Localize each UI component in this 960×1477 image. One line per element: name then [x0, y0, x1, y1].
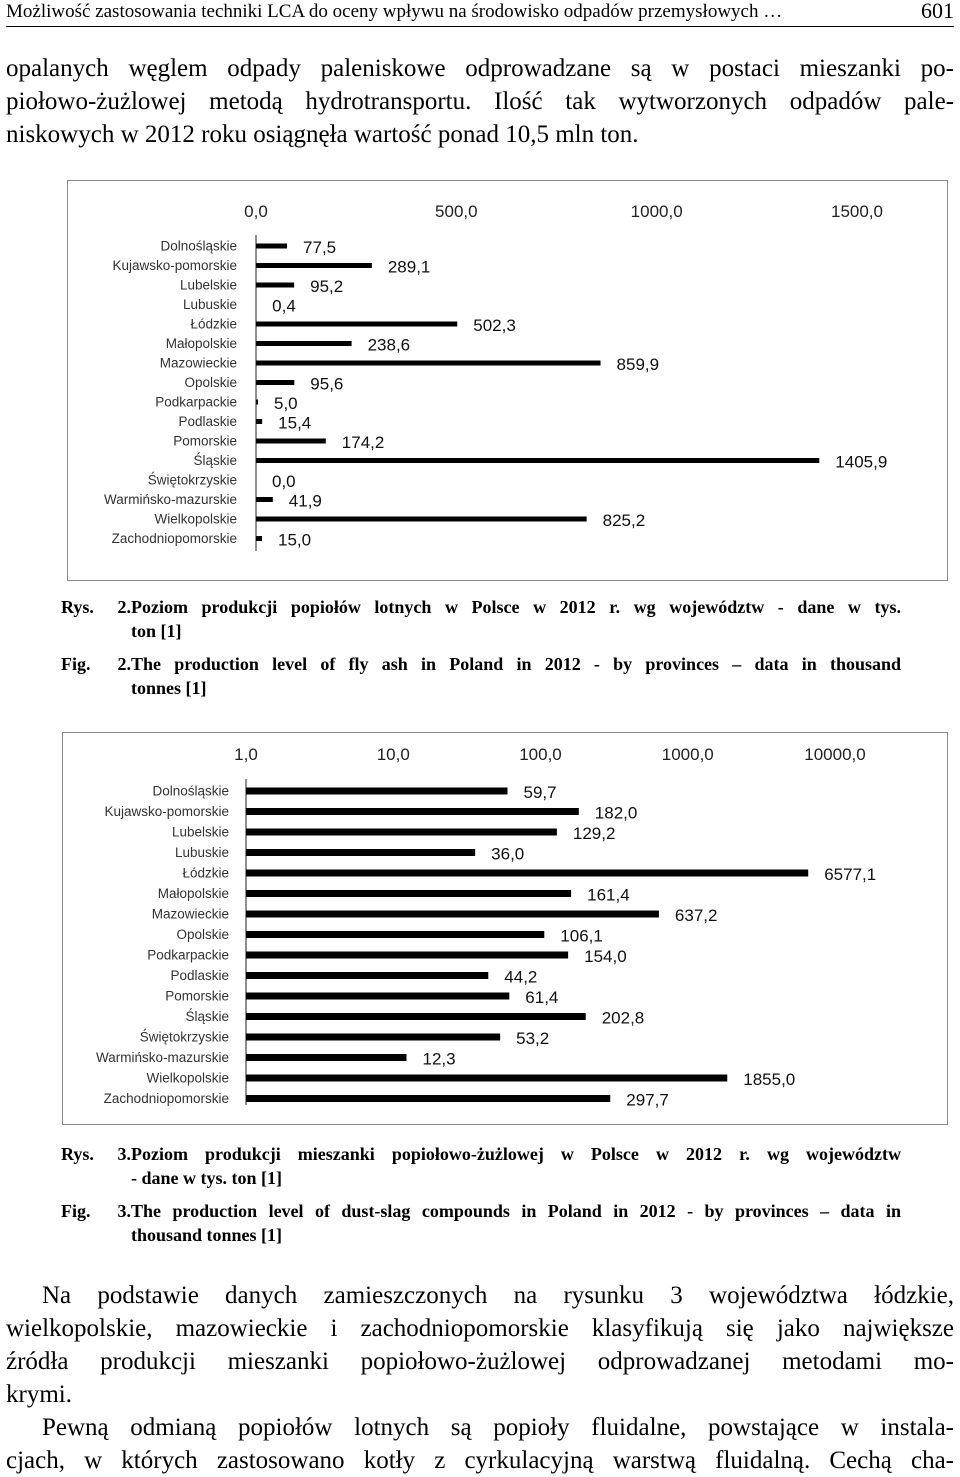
intro-paragraph — [6, 52, 954, 151]
page-number: 601 — [921, 0, 954, 23]
bar — [256, 380, 294, 385]
bar — [256, 361, 601, 366]
text-line: cjach, w których zastosowano kotły z cyrkulacyjną warstwą fluidalną. Cechą cha- — [6, 1447, 954, 1474]
body-paragraph-1 — [6, 1279, 954, 1411]
text-line: opalanych węglem odpady paleniskowe odprowadzane są w postaci mieszanki po- — [6, 55, 954, 82]
category-label: Świętokrzyskie — [139, 1029, 229, 1045]
value-label: 825,2 — [602, 511, 646, 530]
category-label: Lubuskie — [174, 845, 229, 860]
value-label: 129,2 — [572, 824, 616, 843]
text-line: źródła produkcji mieszanki popiołowo-żużlowej odprowadzanej metodami mo- — [6, 1348, 954, 1375]
tick-label: 10,0 — [376, 745, 410, 764]
bar — [246, 972, 488, 979]
caption-label: Fig. 3. — [61, 1201, 131, 1221]
bar — [256, 439, 326, 444]
value-label: 182,0 — [594, 803, 638, 823]
bar — [246, 870, 808, 877]
category-label: Wielkopolskie — [146, 1070, 229, 1086]
tick-label: 10000,0 — [804, 745, 866, 764]
value-label: 859,9 — [616, 355, 660, 374]
figure-3-caption-pl — [61, 1142, 901, 1190]
category-label: Świętokrzyskie — [147, 472, 237, 488]
dust-slag-chart-svg — [63, 733, 947, 1124]
tick-label: 100,0 — [519, 745, 562, 764]
category-label: Opolskie — [176, 927, 229, 942]
bar — [246, 993, 509, 1000]
bar — [256, 322, 457, 327]
caption-text: Poziom produkcji mieszanki popiołowo-żużlowej w Polsce w 2012 r. wg województw — [131, 1144, 901, 1164]
category-label: Opolskie — [184, 375, 237, 390]
caption-text: thousand tonnes [1] — [131, 1225, 283, 1245]
caption-text: ton [1] — [131, 621, 182, 641]
text-line: krymi. — [6, 1381, 72, 1408]
category-label: Warmińsko-mazurskie — [103, 492, 237, 507]
text-line: Pewną odmianą popiołów lotnych są popioły fluidalne, powstające w instala- — [42, 1414, 954, 1441]
caption-label: Fig. 2. — [61, 654, 131, 674]
figure-3-caption-en — [61, 1199, 901, 1247]
bar — [256, 400, 258, 405]
tick-label: 1000,0 — [661, 745, 714, 764]
value-label: 0,4 — [272, 296, 296, 316]
category-label: Pomorskie — [173, 433, 237, 449]
category-label: Łódzkie — [182, 865, 229, 881]
tick-label: 500,0 — [435, 202, 478, 221]
category-label: Śląskie — [193, 453, 237, 468]
value-label: 1405,9 — [835, 452, 888, 472]
body-paragraph-2 — [6, 1411, 954, 1477]
category-label: Podlaskie — [178, 414, 237, 429]
fly-ash-chart — [67, 180, 948, 581]
caption-label: Rys. 2. — [61, 597, 131, 617]
value-label: 6577,1 — [824, 865, 877, 884]
running-title: Możliwość zastosowania techniki LCA do oceny wpływu na środowisko odpadów przemysłowych … — [6, 1, 783, 22]
value-label: 61,4 — [525, 988, 559, 1007]
category-label: Małopolskie — [157, 886, 229, 901]
value-label: 41,9 — [288, 491, 322, 511]
caption-text: tonnes [1] — [131, 678, 207, 698]
value-label: 0,0 — [272, 472, 296, 491]
value-label: 59,7 — [523, 783, 557, 802]
bar — [256, 458, 819, 463]
running-head — [6, 0, 954, 27]
bar — [256, 517, 587, 522]
value-label: 502,3 — [473, 316, 516, 335]
value-label: 154,0 — [584, 947, 627, 966]
bar — [246, 829, 557, 836]
value-label: 95,2 — [310, 277, 344, 296]
caption-text: The production level of dust-slag compounds in Poland in 2012 - by provinces – data in — [131, 1201, 901, 1221]
value-label: 161,4 — [587, 885, 630, 905]
category-label: Kujawsko-pomorskie — [112, 258, 237, 273]
tick-label: 1,0 — [234, 745, 258, 764]
category-label: Warmińsko-mazurskie — [95, 1050, 229, 1065]
category-label: Śląskie — [185, 1009, 229, 1024]
bar — [246, 931, 544, 938]
category-label: Dolnośląskie — [152, 783, 229, 799]
value-label: 289,1 — [387, 257, 431, 277]
bar — [246, 1075, 727, 1082]
text-line: wielkopolskie, mazowieckie i zachodniopomorskie klasyfikują się jako największe — [6, 1315, 954, 1342]
value-label: 1855,0 — [743, 1070, 796, 1089]
bar — [246, 1034, 500, 1041]
value-label: 95,6 — [310, 374, 344, 394]
value-label: 202,8 — [601, 1008, 645, 1028]
bar — [256, 244, 287, 249]
category-label: Mazowieckie — [151, 906, 229, 922]
bar — [256, 341, 352, 346]
bar — [246, 1095, 610, 1102]
category-label: Lubelskie — [171, 824, 229, 840]
value-label: 174,2 — [341, 433, 385, 452]
bar — [256, 263, 372, 268]
category-label: Zachodniopomorskie — [103, 1091, 229, 1106]
bar — [256, 497, 273, 502]
category-label: Łódzkie — [190, 316, 237, 332]
value-label: 36,0 — [491, 844, 525, 864]
figure-2-caption-pl — [61, 595, 901, 643]
figure-2-caption-en — [61, 652, 901, 700]
category-label: Pomorskie — [165, 988, 229, 1004]
value-label: 5,0 — [274, 394, 298, 413]
category-label: Lubelskie — [179, 277, 237, 293]
category-label: Lubuskie — [182, 297, 237, 312]
value-label: 297,7 — [626, 1090, 669, 1110]
tick-label: 0,0 — [244, 202, 268, 221]
bar — [246, 788, 508, 795]
value-label: 15,0 — [278, 530, 312, 550]
bar — [256, 283, 294, 288]
category-label: Dolnośląskie — [160, 238, 237, 254]
bar — [246, 1054, 406, 1061]
caption-text: - dane w tys. ton [1] — [131, 1168, 282, 1188]
bar — [246, 911, 659, 918]
value-label: 77,5 — [303, 238, 337, 257]
bar — [256, 536, 262, 541]
category-label: Podkarpackie — [147, 947, 229, 963]
bar — [246, 952, 568, 959]
value-label: 15,4 — [278, 413, 312, 433]
tick-label: 1500,0 — [831, 202, 883, 221]
caption-label: Rys. 3. — [61, 1144, 131, 1164]
value-label: 44,2 — [504, 967, 538, 987]
bar — [256, 419, 262, 424]
category-label: Kujawsko-pomorskie — [104, 804, 229, 819]
value-label: 12,3 — [422, 1049, 456, 1069]
bar — [246, 1013, 586, 1020]
tick-label: 1000,0 — [630, 202, 683, 221]
category-label: Podkarpackie — [155, 394, 237, 410]
caption-text: Poziom produkcji popiołów lotnych w Polsce w 2012 r. wg województw - dane w tys. — [131, 597, 901, 617]
value-label: 53,2 — [516, 1029, 550, 1048]
category-label: Wielkopolskie — [154, 511, 237, 527]
value-label: 637,2 — [674, 906, 718, 925]
bar — [246, 890, 571, 897]
bar — [246, 808, 579, 815]
category-label: Małopolskie — [165, 336, 237, 351]
caption-text: The production level of fly ash in Poland in 2012 - by provinces – data in thousand — [131, 654, 901, 674]
category-label: Podlaskie — [170, 968, 229, 983]
bar — [246, 849, 475, 856]
fly-ash-chart-svg — [68, 181, 947, 580]
text-line: piołowo-żużlowej metodą hydrotransportu. Ilość tak wytworzonych odpadów pale- — [6, 88, 954, 115]
text-line: Na podstawie danych zamieszczonych na rysunku 3 województwa łódzkie, — [42, 1282, 954, 1309]
value-label: 106,1 — [560, 926, 603, 946]
text-line: niskowych w 2012 roku osiągnęła wartość ponad 10,5 mln ton. — [6, 121, 639, 148]
value-label: 238,6 — [367, 335, 411, 355]
category-label: Mazowieckie — [159, 355, 237, 371]
category-label: Zachodniopomorskie — [111, 531, 237, 546]
dust-slag-chart — [62, 732, 948, 1125]
